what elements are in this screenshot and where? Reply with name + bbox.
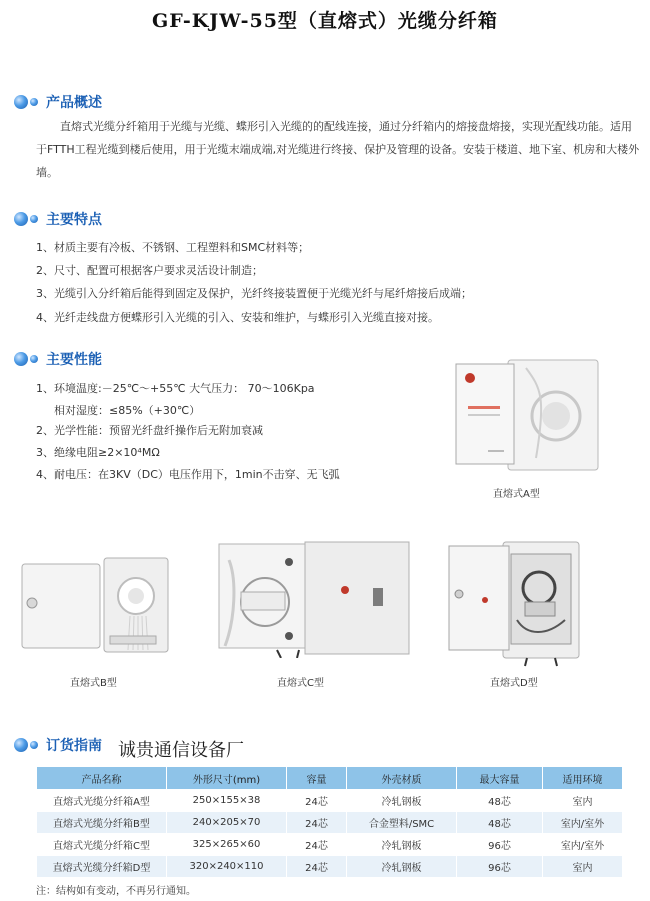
table-cell: 240×205×70 — [167, 812, 287, 834]
bullet-icon — [14, 212, 28, 226]
col-header: 最大容量 — [457, 767, 543, 790]
bullet-icon — [30, 741, 38, 749]
photo-d-caption: 直熔式D型 — [490, 678, 538, 689]
order-title: 订货指南 — [46, 738, 102, 754]
feature-item: 3、光缆引入分纤箱后能得到固定及保护，光纤终接装置便于光缆光纤与尾纤熔接后成端； — [36, 287, 472, 300]
table-cell: 24芯 — [287, 856, 347, 878]
bullet-icon — [30, 98, 38, 106]
table-row — [37, 856, 623, 878]
performance-title: 主要性能 — [46, 352, 102, 368]
bullet-icon — [30, 355, 38, 363]
features-heading — [14, 209, 102, 229]
table-cell: 24芯 — [287, 812, 347, 834]
table-row — [37, 812, 623, 834]
overview-title: 产品概述 — [46, 95, 102, 111]
col-header: 外形尺寸(mm) — [167, 767, 287, 790]
table-cell: 48芯 — [457, 812, 543, 834]
footnote: 注：结构如有变动，不再另行通知。 — [36, 886, 196, 897]
table-cell: 直熔式光缆分纤箱A型 — [37, 790, 167, 812]
table-cell: 直熔式光缆分纤箱B型 — [37, 812, 167, 834]
table-row — [37, 790, 623, 812]
table-cell: 室内 — [543, 856, 623, 878]
table-cell: 冷轧钢板 — [347, 834, 457, 856]
table-cell: 室内/室外 — [543, 812, 623, 834]
photo-type-c — [217, 540, 411, 658]
col-header: 适用环境 — [543, 767, 623, 790]
table-cell: 室内/室外 — [543, 834, 623, 856]
table-cell: 24芯 — [287, 834, 347, 856]
page-title: GF-KJW-55型（直熔式）光缆分纤箱 — [152, 10, 498, 32]
performance-item: 2、光学性能：预留光纤盘纤操作后无附加衰减 — [36, 424, 263, 437]
photo-type-a — [446, 358, 602, 474]
table-cell: 320×240×110 — [167, 856, 287, 878]
table-cell: 325×265×60 — [167, 834, 287, 856]
table-cell: 96芯 — [457, 856, 543, 878]
feature-item: 4、光纤走线盘方便蝶形引入光缆的引入、安装和维护，与蝶形引入光缆直接对接。 — [36, 311, 439, 324]
table-header-row — [37, 767, 623, 790]
overview-heading — [14, 92, 102, 112]
col-header: 产品名称 — [37, 767, 167, 790]
performance-item: 3、绝缘电阻≥2×10⁴MΩ — [36, 446, 160, 459]
overview-text: 直熔式光缆分纤箱用于光缆与光缆、蝶形引入光缆的的配线连接，通过分纤箱内的熔接盘熔接，实现光配线功能。适用于FTTH工程光缆到楼后使用，用于光缆末端成端,对光缆进行终接、保护及管理的设备。安装于楼道、地下室、机房和大楼外墙。 — [36, 120, 640, 179]
company-name: 诚贵通信设备厂 — [118, 740, 244, 761]
photo-c-caption: 直熔式C型 — [277, 678, 324, 689]
bullet-icon — [30, 215, 38, 223]
table-cell: 48芯 — [457, 790, 543, 812]
photo-type-d — [447, 540, 583, 668]
col-header: 容量 — [287, 767, 347, 790]
table-cell: 合金塑料/SMC — [347, 812, 457, 834]
photo-a-caption: 直熔式A型 — [493, 489, 540, 500]
photo-type-b — [20, 556, 170, 656]
table-cell: 96芯 — [457, 834, 543, 856]
table-cell: 直熔式光缆分纤箱D型 — [37, 856, 167, 878]
col-header: 外壳材质 — [347, 767, 457, 790]
feature-item: 1、材质主要有冷板、不锈钢、工程塑料和SMC材料等； — [36, 241, 310, 254]
table-cell: 室内 — [543, 790, 623, 812]
table-cell: 冷轧钢板 — [347, 856, 457, 878]
bullet-icon — [14, 738, 28, 752]
performance-item: 1、环境温度:－25℃～+55℃ 大气压力： 70～106Kpa — [36, 382, 315, 395]
table-cell: 24芯 — [287, 790, 347, 812]
spec-table — [36, 766, 623, 878]
table-row — [37, 834, 623, 856]
table-cell: 冷轧钢板 — [347, 790, 457, 812]
table-cell: 直熔式光缆分纤箱C型 — [37, 834, 167, 856]
bullet-icon — [14, 95, 28, 109]
performance-heading — [14, 349, 102, 369]
bullet-icon — [14, 352, 28, 366]
feature-item: 2、尺寸、配置可根据客户要求灵活设计制造； — [36, 264, 263, 277]
performance-item: 相对湿度：≤85%（+30℃） — [54, 404, 201, 417]
order-heading — [14, 735, 102, 755]
performance-item: 4、耐电压：在3KV（DC）电压作用下，1min不击穿、无飞弧 — [36, 468, 340, 481]
photo-b-caption: 直熔式B型 — [70, 678, 117, 689]
features-title: 主要特点 — [46, 212, 102, 228]
table-cell: 250×155×38 — [167, 790, 287, 812]
